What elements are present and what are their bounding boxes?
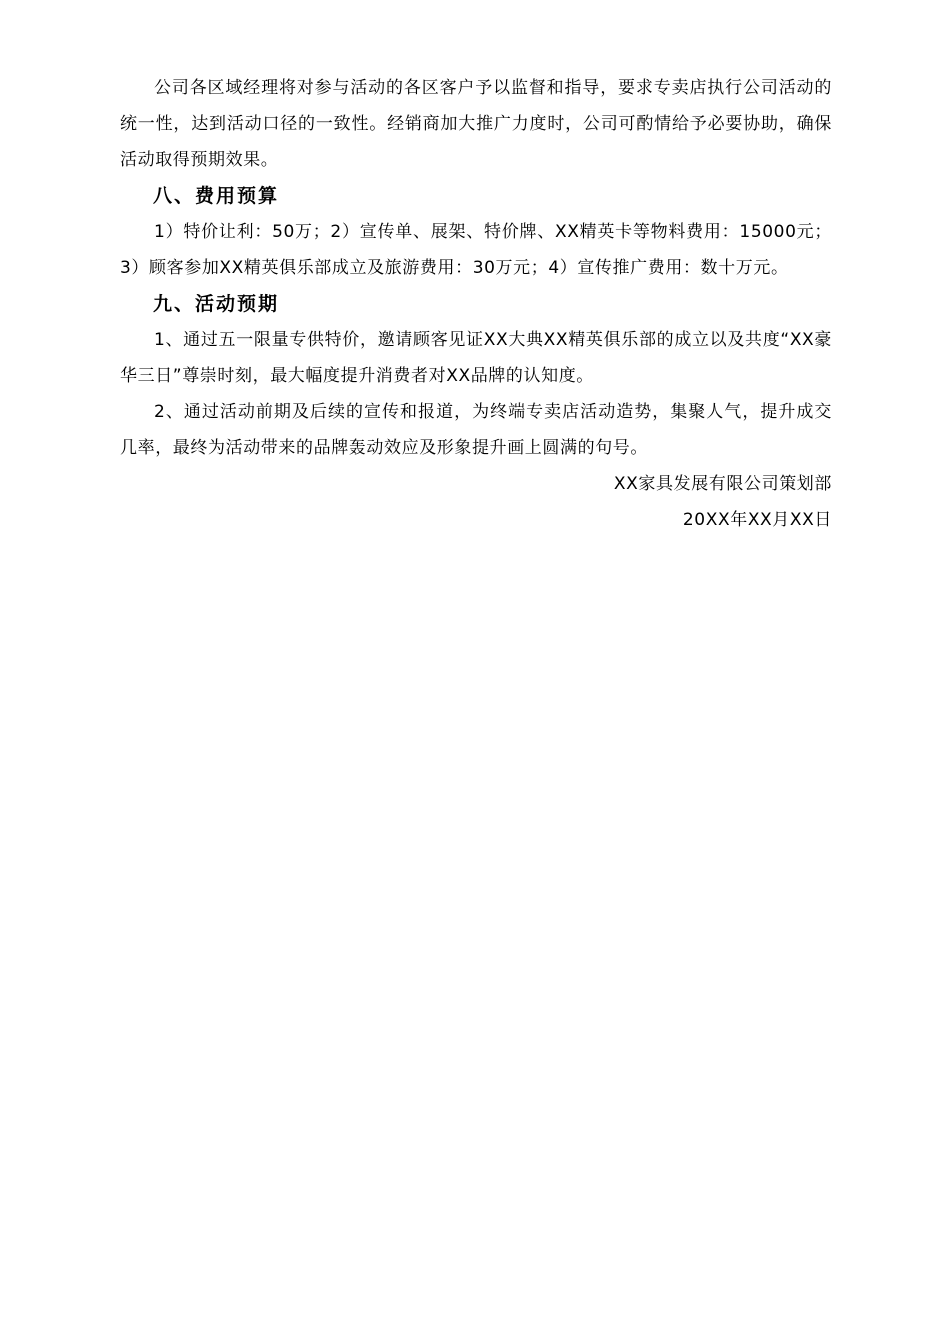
section-8-heading: 八、费用预算 [153, 185, 280, 207]
intro-paragraph: 公司各区域经理将对参与活动的各区客户予以监督和指导，要求专卖店执行公司活动的统一性，达到活动口径的一致性。经销商加大推广力度时，公司可酌情给予必要协助，确保活动取得预期效果。 [120, 78, 832, 170]
section-9-item-2: 2、通过活动前期及后续的宣传和报道，为终端专卖店活动造势，集聚人气，提升成交几率，最终为活动带来的品牌轰动效应及形象提升画上圆满的句号。 [120, 402, 832, 458]
section-9-item-1: 1、通过五一限量专供特价，邀请顾客见证XX大典XX精英俱乐部的成立以及共度“XX豪华三日”尊崇时刻，最大幅度提升消费者对XX品牌的认知度。 [120, 330, 832, 386]
document-page [120, 70, 832, 538]
signature-date: 20XX年XX月XX日 [682, 510, 832, 530]
section-9-heading: 九、活动预期 [153, 293, 280, 315]
signature-department: XX家具发展有限公司策划部 [613, 474, 832, 494]
section-8-paragraph: 1）特价让利：50万；2）宣传单、展架、特价牌、XX精英卡等物料费用：15000元；3）顾客参加XX精英俱乐部成立及旅游费用：30万元；4）宣传推广费用：数十万元。 [120, 222, 832, 278]
